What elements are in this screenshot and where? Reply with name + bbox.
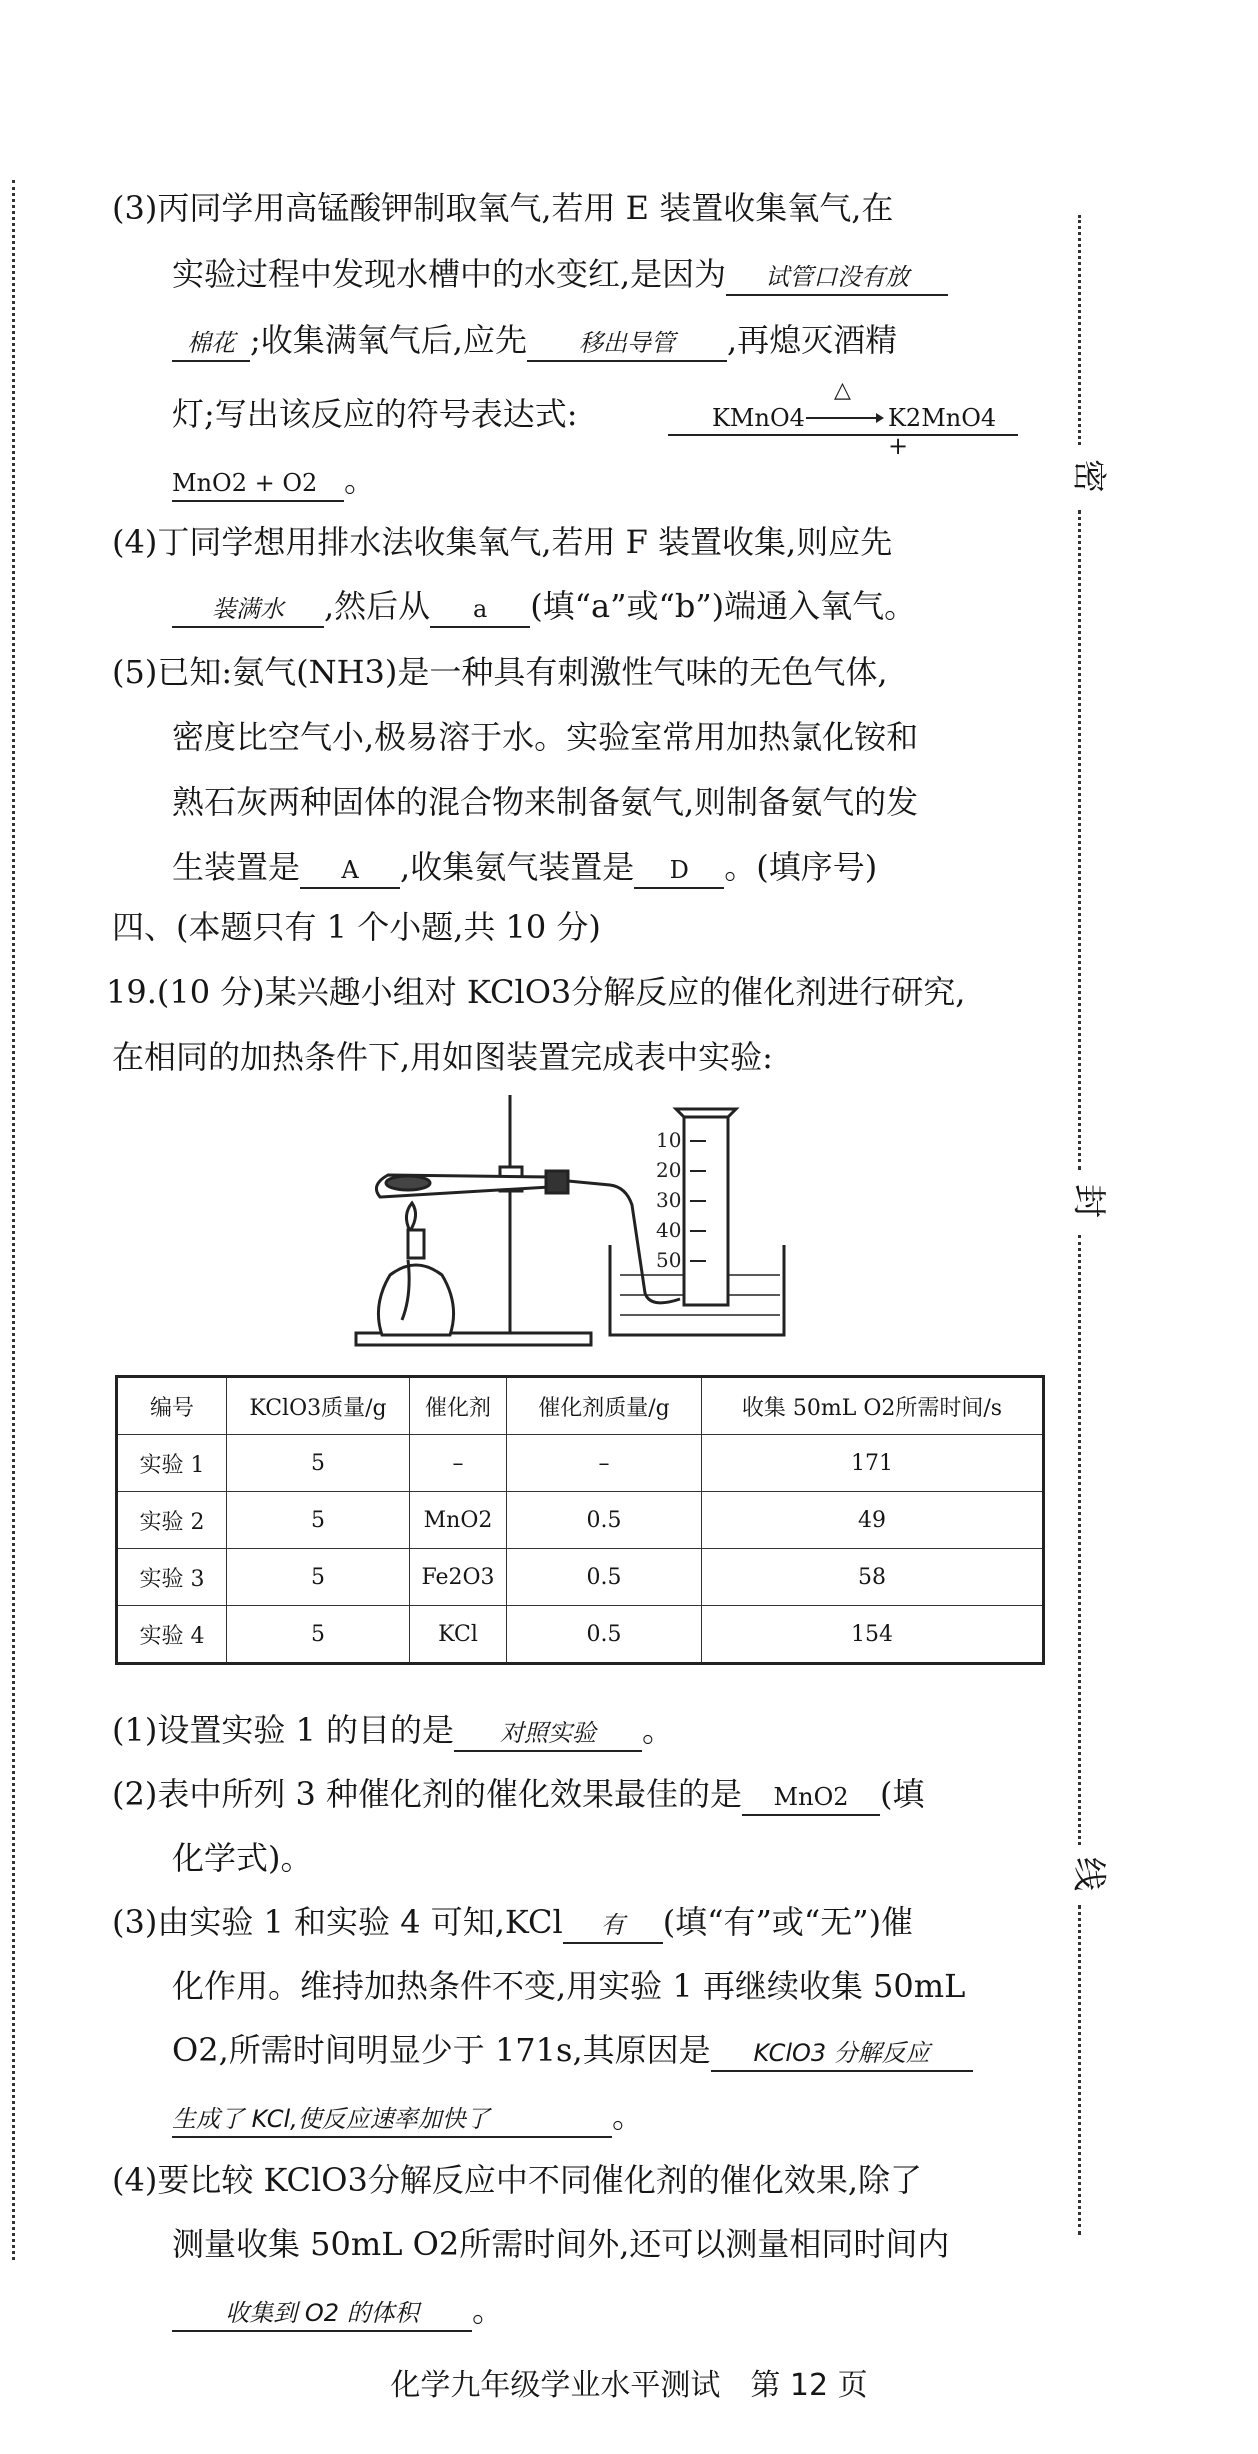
sub3-reason-answer-a: KClO3 分解反应 <box>711 2036 973 2072</box>
q5-line4 <box>172 845 877 889</box>
table-row <box>117 1435 1044 1492</box>
q5-line4-end: 。(填序号) <box>724 848 878 886</box>
q4-fill-answer: 装满水 <box>172 592 324 628</box>
seal-mark-feng: 封 <box>1068 1174 1114 1223</box>
eq-products: K2MnO4 + <box>888 404 997 460</box>
sub4-end: 。 <box>472 2291 505 2329</box>
sub3-line1 <box>112 1900 913 1944</box>
table-cell: Fe2O3 <box>410 1549 507 1606</box>
q19-line2: 在相同的加热条件下,用如图装置完成表中实验: <box>112 1038 773 1076</box>
eq-heat-symbol: △ <box>834 378 851 403</box>
sub3-line2: 化作用。维持加热条件不变,用实验 1 再继续收集 50mL <box>172 1967 966 2005</box>
sub2-line2: 化学式)。 <box>172 1839 313 1877</box>
left-binding-dotted-line <box>12 180 15 2260</box>
right-dotted-line-1 <box>1078 215 1081 445</box>
q3-line1: (3)丙同学用高锰酸钾制取氧气,若用 E 装置收集氧气,在 <box>112 189 894 227</box>
sub3-line3-text: O2,所需时间明显少于 171s,其原因是 <box>172 2031 711 2069</box>
table-header: 编号 <box>117 1377 227 1435</box>
eq-reactant: KMnO4 <box>712 404 805 432</box>
tick-20: 20 <box>656 1158 682 1182</box>
sub3-answer: 有 <box>563 1908 663 1944</box>
sub3-end: 。 <box>612 2097 645 2135</box>
q5-line3: 熟石灰两种固体的混合物来制备氨气,则制备氨气的发 <box>172 783 919 821</box>
table-cell: 171 <box>702 1435 1044 1492</box>
sub1-line <box>112 1708 674 1752</box>
q5-generator-answer: A <box>300 853 400 889</box>
q3-first-step-answer: 移出导管 <box>527 326 727 362</box>
table-cell: 154 <box>702 1606 1044 1664</box>
alcohol-lamp <box>378 1203 453 1335</box>
table-cell: MnO2 <box>410 1492 507 1549</box>
table-cell: 58 <box>702 1549 1044 1606</box>
sub1-end: 。 <box>642 1711 675 1749</box>
q3-end: 。 <box>344 461 377 499</box>
table-cell: KCl <box>410 1606 507 1664</box>
table-header-row <box>117 1377 1044 1435</box>
q3-line2-text: 实验过程中发现水槽中的水变红,是因为 <box>172 255 727 293</box>
sub3-post: (填“有”或“无”)催 <box>662 1903 914 1941</box>
table-cell: 实验 2 <box>117 1492 227 1549</box>
table-header: 催化剂 <box>410 1377 507 1435</box>
experiment-table <box>115 1375 1045 1665</box>
table-row <box>117 1606 1044 1664</box>
sub4-line2: 测量收集 50mL O2所需时间外,还可以测量相同时间内 <box>172 2225 950 2263</box>
q4-mid-text: ,然后从 <box>324 587 431 625</box>
table-cell: 0.5 <box>507 1549 702 1606</box>
test-tube <box>376 1171 568 1197</box>
sub3-text: (3)由实验 1 和实验 4 可知,KCl <box>112 1903 563 1941</box>
q3-reason-answer-a: 试管口没有放 <box>726 260 948 296</box>
sub3-reason-answer-b: 生成了 KCl,使反应速率加快了 <box>172 2102 612 2138</box>
eq-products-continued: MnO2 + O2 <box>172 466 344 502</box>
q5-line4-text: 生装置是 <box>172 848 301 886</box>
page-footer: 化学九年级学业水平测试 第 12 页 <box>390 2368 868 2403</box>
sub2-text: (2)表中所列 3 种催化剂的催化效果最佳的是 <box>112 1775 743 1813</box>
table-header: 收集 50mL O2所需时间/s <box>702 1377 1044 1435</box>
q3-line4 <box>172 392 578 436</box>
table-header: 催化剂质量/g <box>507 1377 702 1435</box>
table-cell: 0.5 <box>507 1606 702 1664</box>
seal-mark-xian: 线 <box>1068 1847 1114 1896</box>
q19-line1: 19.(10 分)某兴趣小组对 KClO3分解反应的催化剂进行研究, <box>106 973 966 1011</box>
sub2-end: (填 <box>880 1775 925 1813</box>
tick-30: 30 <box>656 1188 682 1212</box>
sub1-answer: 对照实验 <box>454 1716 642 1752</box>
q4-post-text: (填“a”或“b”)端通入氧气。 <box>530 587 917 625</box>
right-dotted-line-3 <box>1078 1235 1081 1845</box>
sub4-line3 <box>172 2288 504 2332</box>
q3-line3 <box>172 318 897 362</box>
q5-line4-mid: ,收集氨气装置是 <box>400 848 635 886</box>
table-row <box>117 1549 1044 1606</box>
q4-line1: (4)丁同学想用排水法收集氧气,若用 F 装置收集,则应先 <box>112 523 893 561</box>
seal-mark-mi: 密 <box>1068 449 1114 498</box>
sub3-line3 <box>172 2028 973 2072</box>
q3-line5 <box>172 458 376 502</box>
eq-arrow-icon <box>806 410 884 426</box>
right-dotted-line-4 <box>1078 1905 1081 2235</box>
table-cell: 5 <box>227 1492 410 1549</box>
table-cell: 49 <box>702 1492 1044 1549</box>
section4-heading: 四、(本题只有 1 个小题,共 10 分) <box>112 908 601 946</box>
sub4-answer: 收集到 O2 的体积 <box>172 2296 472 2332</box>
q3-line3-text: ;收集满氧气后,应先 <box>250 321 527 359</box>
table-cell: 0.5 <box>507 1492 702 1549</box>
q3-equation <box>668 378 1018 460</box>
q4-end-answer: a <box>430 592 530 628</box>
q5-collector-answer: D <box>634 853 724 889</box>
table-cell: – <box>507 1435 702 1492</box>
sub1-text: (1)设置实验 1 的目的是 <box>112 1711 455 1749</box>
q3-line4-text: 灯;写出该反应的符号表达式: <box>172 395 578 433</box>
table-cell: 5 <box>227 1606 410 1664</box>
table-header: KClO3质量/g <box>227 1377 410 1435</box>
table-cell: 实验 4 <box>117 1606 227 1664</box>
table-cell: 5 <box>227 1435 410 1492</box>
q3-reason-answer-b: 棉花 <box>172 326 250 362</box>
sub2-answer: MnO2 <box>742 1780 880 1816</box>
right-dotted-line-2 <box>1078 510 1081 1170</box>
q5-line1: (5)已知:氨气(NH3)是一种具有刺激性气味的无色气体, <box>112 653 888 691</box>
cylinder-tick-labels <box>656 1128 681 1272</box>
table-cell: 实验 1 <box>117 1435 227 1492</box>
tick-50: 50 <box>656 1248 682 1272</box>
q4-line2 <box>172 584 916 628</box>
sub2-line1 <box>112 1772 925 1816</box>
sub4-line1: (4)要比较 KClO3分解反应中不同催化剂的催化效果,除了 <box>112 2161 923 2199</box>
sub3-line4 <box>172 2094 644 2138</box>
table-row <box>117 1492 1044 1549</box>
table-cell: 实验 3 <box>117 1549 227 1606</box>
tick-10: 10 <box>656 1128 682 1152</box>
q5-line2: 密度比空气小,极易溶于水。实验室常用加热氯化铵和 <box>172 718 919 756</box>
table-cell: – <box>410 1435 507 1492</box>
graduated-cylinder <box>676 1109 736 1305</box>
apparatus-figure <box>350 1095 800 1355</box>
q3-line3-end: ,再熄灭酒精 <box>726 321 898 359</box>
tick-40: 40 <box>656 1218 682 1242</box>
table-cell: 5 <box>227 1549 410 1606</box>
q3-line2 <box>172 252 948 296</box>
